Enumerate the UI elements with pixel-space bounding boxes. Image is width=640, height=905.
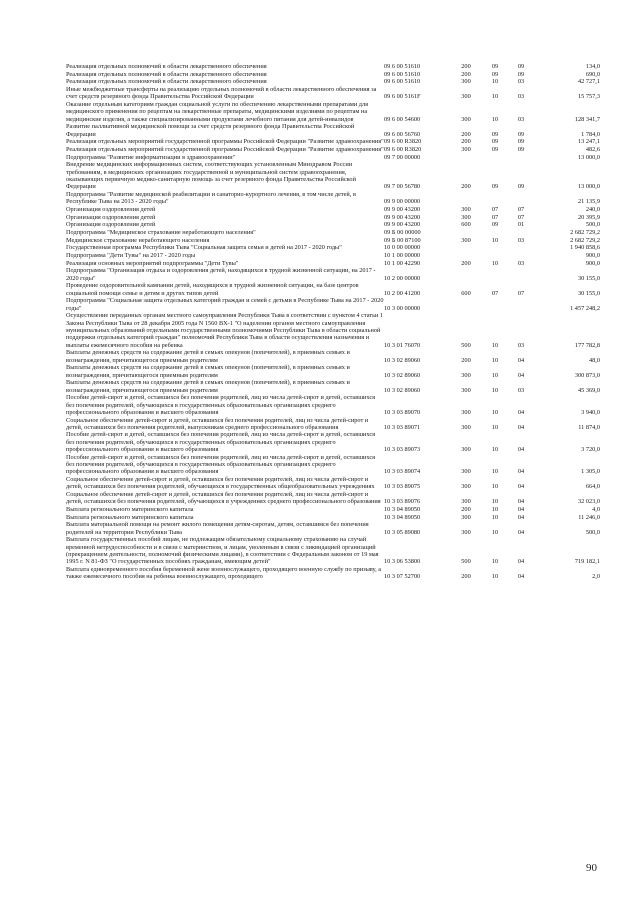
row-expense-type-cell: 300 — [461, 423, 471, 431]
row-expense-type-cell: 300 — [461, 115, 471, 123]
row-expense-type-cell: 300 — [461, 146, 471, 153]
row-sum-cell: 11 874,0 — [578, 423, 600, 431]
row-section-cell: 10 — [491, 386, 499, 394]
row-code-cell: 09 6 00 51610 — [384, 78, 421, 86]
row-expense-type-cell: 500 — [461, 341, 471, 349]
row-subsection-cell: 07 — [517, 213, 525, 221]
row-section-cell: 10 — [491, 356, 499, 364]
row-code-cell: 09 6 00 R3820 — [384, 138, 422, 146]
table-row — [66, 349, 600, 364]
row-name-cell: Организация оздоровления детей — [66, 213, 156, 221]
row-expense-type-cell: 300 — [461, 446, 471, 454]
row-expense-type-cell: 200 — [461, 183, 471, 191]
row-name-cell: Социальное обеспечение детей-сирот и детей, оставшихся без попечения родителей, лиц из числа детей-сирот и детей, оставшихся без попечения родителей, выпускникам среднего профессионального образования — [66, 416, 369, 431]
row-expense-type-cell: 300 — [461, 528, 471, 536]
table-row — [66, 491, 600, 506]
row-name-cell: Реализация отдельных мероприятий государственной программы Российской Федерации "Развитие здравоохранения" — [66, 146, 384, 153]
row-expense-type-cell: 200 — [461, 63, 471, 70]
row-code-cell: 10 3 00 00000 — [384, 304, 421, 312]
row-sum-cell: 3 940,0 — [581, 408, 600, 416]
row-code-cell: 10 3 06 53800 — [384, 558, 421, 566]
row-name-cell: Выплаты денежных средств на содержание детей в семьях опекунов (попечителей), в приемных семьях и вознаграждения, причитающегося приемным родителям — [66, 364, 350, 379]
row-name-cell: Медицинское страхование неработающего населения — [66, 236, 210, 244]
row-section-cell: 09 — [491, 146, 499, 153]
table-row — [66, 206, 600, 214]
row-section-cell: 09 — [491, 138, 499, 146]
row-code-cell: 10 1 00 42290 — [384, 259, 421, 267]
row-code-cell: 10 3 05 89080 — [384, 528, 421, 536]
table-row — [66, 161, 600, 191]
row-section-cell: 10 — [491, 259, 499, 267]
row-subsection-cell: 07 — [517, 205, 525, 213]
row-sum-cell: 45 369,0 — [577, 386, 600, 394]
table-row — [66, 237, 600, 245]
row-name-cell: Реализация отдельных мероприятий государственной программы Российской Федерации "Развитие здравоохранения" — [66, 138, 384, 146]
row-expense-type-cell — [450, 191, 482, 206]
row-subsection-cell: 03 — [517, 341, 525, 349]
table-row — [66, 146, 600, 154]
table-row — [66, 252, 600, 260]
row-code-cell: 10 3 03 89073 — [384, 446, 421, 454]
row-section-cell: 09 — [491, 183, 499, 191]
row-section-cell: 10 — [491, 506, 499, 514]
row-code-cell: 10 3 03 89075 — [384, 483, 421, 491]
table-row — [66, 63, 600, 71]
row-expense-type-cell: 300 — [461, 408, 471, 416]
row-sum-cell: 128 341,7 — [574, 115, 600, 123]
row-section-cell: 09 — [491, 221, 499, 229]
row-name-cell: Организация оздоровления детей — [66, 221, 156, 229]
row-name-cell: Выплаты денежных средств на содержание детей в семьях опекунов (попечителей), в приемных семьях и вознаграждения, причитающегося приемным родителям — [66, 349, 350, 364]
row-section-cell: 10 — [491, 408, 499, 416]
row-subsection-cell: 03 — [517, 78, 525, 86]
row-name-cell: Пособие детей-сирот и детей, оставшихся без попечения родителей, лиц из числа детей-сирот и детей, оставшихся без попечения родителей, обучающихся в государственных образовательных организациях среднего профессионального образования и высшего образования — [66, 431, 376, 454]
row-name-cell: Развитие паллиативной медицинской помощи за счет средств резервного фонда Правительства Российской Федерации — [66, 123, 355, 138]
table-row — [66, 454, 600, 476]
row-section-cell — [482, 191, 508, 206]
row-subsection-cell: 09 — [517, 130, 525, 138]
budget-table-body — [66, 63, 600, 581]
table-row — [66, 312, 600, 349]
row-subsection-cell: 07 — [517, 289, 525, 297]
row-section-cell: 07 — [491, 205, 499, 213]
row-name-cell: Проведение оздоровительной кампании детей, находящихся в трудной жизненной ситуации, на базе центров социальной помощи семье и детям и других типов детей — [66, 282, 359, 297]
table-row — [66, 138, 600, 146]
row-expense-type-cell: 500 — [461, 558, 471, 566]
row-sum-cell: 42 727,1 — [577, 78, 600, 86]
row-sum-cell: 300 873,0 — [574, 371, 600, 379]
row-expense-type-cell: 600 — [461, 221, 471, 229]
row-expense-type-cell: 200 — [461, 130, 471, 138]
row-subsection-cell: 04 — [517, 468, 525, 476]
row-subsection-cell: 04 — [517, 498, 525, 506]
table-row — [66, 379, 600, 394]
row-sum-cell: 2,0 — [592, 573, 600, 581]
row-sum-cell: 11 246,0 — [578, 513, 600, 521]
table-row — [66, 123, 600, 138]
row-expense-type-cell: 200 — [461, 573, 471, 581]
row-sum-cell: 1 940 858,6 — [570, 244, 600, 252]
row-expense-type-cell: 300 — [461, 513, 471, 521]
row-subsection-cell — [508, 191, 534, 206]
row-code-cell: 09 9 00 43200 — [384, 205, 421, 213]
row-code-cell: 09 6 00 54600 — [384, 115, 421, 123]
row-code-cell: 09 6 00 5161F — [384, 93, 421, 101]
row-expense-type-cell: 600 — [461, 289, 471, 297]
row-sum-cell: 500,0 — [585, 528, 600, 536]
row-sum-cell: 4,0 — [592, 506, 600, 514]
budget-table — [66, 63, 600, 581]
row-expense-type-cell: 300 — [461, 483, 471, 491]
row-sum-cell: 32 023,0 — [577, 498, 600, 506]
row-code-cell: 10 3 03 89074 — [384, 468, 421, 476]
row-expense-type-cell: 300 — [461, 93, 471, 101]
row-subsection-cell: 03 — [517, 115, 525, 123]
table-row — [66, 191, 600, 206]
table-row — [66, 566, 600, 581]
row-section-cell: 07 — [491, 289, 499, 297]
row-expense-type-cell: 200 — [461, 70, 471, 78]
row-subsection-cell: 04 — [517, 513, 525, 521]
row-expense-type-cell: 200 — [461, 138, 471, 146]
row-section-cell: 10 — [491, 423, 499, 431]
table-row — [66, 154, 600, 162]
page-number: 90 — [586, 862, 597, 874]
row-sum-cell: 30 155,0 — [577, 289, 600, 297]
row-sum-cell: 48,0 — [588, 356, 600, 364]
row-section-cell: 10 — [491, 93, 499, 101]
row-name-cell: Осуществление переданных органам местного самоуправления Республики Тыва в соответствии с пунктом 4 статьи 1 Закона Республики Тыва от 28 декабря 2005 года N 1560 ВХ-1 "О наделении органов местного самоуправления муниципальных образований отдельными государственными полномочиями Республики Тыва в области социальной поддержки отдельных категорий граждан" полномочий Республики Тыва в области осуществления назначения и выплаты ежемесячного пособия на ребенка — [66, 312, 384, 349]
row-code-cell: 09 7 00 56780 — [384, 183, 421, 191]
row-expense-type-cell: 300 — [461, 468, 471, 476]
row-expense-type-cell: 300 — [461, 205, 471, 213]
row-code-cell: 10 2 00 00000 — [384, 274, 421, 282]
table-row — [66, 214, 600, 222]
row-section-cell: 10 — [491, 371, 499, 379]
row-section-cell — [482, 267, 508, 282]
row-expense-type-cell — [450, 297, 482, 312]
row-code-cell: 10 3 01 76070 — [384, 341, 421, 349]
row-sum-cell: 900,0 — [585, 259, 600, 267]
row-name-cell: Иные межбюджетные трансферты на реализацию отдельных полномочий в области лекарственного обеспечения за счет средств резервного фонда Правительства Российской Федерации — [66, 86, 377, 101]
row-expense-type-cell: 300 — [461, 236, 471, 244]
row-name-cell: Выплата регионального материнского капитала — [66, 506, 194, 514]
row-subsection-cell — [508, 154, 534, 162]
row-code-cell: 10 2 00 41200 — [384, 289, 421, 297]
row-subsection-cell: 01 — [517, 221, 525, 229]
row-code-cell: 10 3 02 89060 — [384, 386, 421, 394]
row-sum-cell: 177 782,8 — [574, 341, 600, 349]
row-expense-type-cell — [450, 252, 482, 260]
table-row — [66, 521, 600, 536]
row-sum-cell: 900,0 — [585, 252, 600, 260]
row-section-cell: 10 — [491, 236, 499, 244]
row-code-cell: 09 6 00 51610 — [384, 70, 421, 78]
row-code-cell: 09 6 00 56760 — [384, 130, 421, 138]
table-row — [66, 229, 600, 237]
row-subsection-cell: 03 — [517, 93, 525, 101]
row-expense-type-cell: 300 — [461, 498, 471, 506]
row-code-cell: 10 3 03 89076 — [384, 498, 421, 506]
row-section-cell: 07 — [491, 213, 499, 221]
row-subsection-cell: 03 — [517, 236, 525, 244]
row-name-cell: Социальное обеспечение детей-сирот и детей, оставшихся без попечения родителей, лиц из числа детей-сирот и детей, оставшихся без попечения родителей, обучающихся в государственных общеобразовательных учреждениях — [66, 476, 375, 491]
row-sum-cell: 13 247,1 — [577, 138, 600, 146]
row-subsection-cell: 09 — [517, 183, 525, 191]
row-code-cell: 10 3 04 89050 — [384, 506, 421, 514]
table-row — [66, 267, 600, 282]
row-section-cell: 10 — [491, 78, 499, 86]
table-row — [66, 364, 600, 379]
row-section-cell — [482, 229, 508, 237]
row-name-cell: Реализация основных мероприятий подпрограммы "Дети Тувы" — [66, 259, 239, 267]
row-subsection-cell: 04 — [517, 423, 525, 431]
table-row — [66, 221, 600, 229]
row-code-cell: 10 3 03 89070 — [384, 408, 421, 416]
row-section-cell: 10 — [491, 573, 499, 581]
row-subsection-cell: 04 — [517, 558, 525, 566]
row-expense-type-cell: 300 — [461, 78, 471, 86]
row-expense-type-cell: 300 — [461, 371, 471, 379]
row-sum-cell: 482,6 — [585, 146, 600, 153]
table-row — [66, 101, 600, 123]
row-name-cell: Подпрограмма "Социальная защита отдельных категорий граждан и семей с детьми в Республике Тыва на 2017 - 2020 годы" — [66, 297, 384, 312]
row-sum-cell: 664,0 — [585, 483, 600, 491]
row-name-cell: Пособие детей-сирот и детей, оставшихся без попечения родителей, лиц из числа детей-сирот и детей, оставшихся без попечения родителей, обучающихся в государственных образовательных организациях среднего профессионального образования и высшего образования — [66, 394, 376, 416]
row-expense-type-cell — [450, 229, 482, 237]
table-row — [66, 514, 600, 522]
row-expense-type-cell: 300 — [461, 386, 471, 394]
table-row — [66, 260, 600, 268]
row-name-cell: Выплата регионального материнского капитала — [66, 513, 194, 521]
table-row — [66, 536, 600, 566]
row-expense-type-cell — [450, 267, 482, 282]
row-name-cell: Оказание отдельным категориям граждан социальной услуги по обеспечению лекарственными препаратами для медицинского применения по рецептам на лекарственные препараты, медицинскими изделиями по рецептам на медицинские изделия, а также специализированными продуктами лечебного питания для детей-инвалидов — [66, 101, 369, 123]
row-section-cell: 09 — [491, 130, 499, 138]
row-sum-cell: 13 000,0 — [577, 183, 600, 191]
row-name-cell: Подпрограмма "Развитие медицинской реабилитации и санаторно-курортного лечения, в том числе детей, в Республике Тыва на 2013 - 2020 годы" — [66, 190, 356, 206]
table-row — [66, 86, 600, 101]
row-sum-cell: 15 757,3 — [577, 93, 600, 101]
row-code-cell: 09 9 00 43200 — [384, 213, 421, 221]
table-row — [66, 297, 600, 312]
row-name-cell: Организация оздоровления детей — [66, 205, 156, 213]
row-section-cell: 10 — [491, 446, 499, 454]
row-section-cell — [482, 244, 508, 252]
row-expense-type-cell: 200 — [461, 356, 471, 364]
row-subsection-cell: 04 — [517, 446, 525, 454]
row-section-cell: 10 — [491, 558, 499, 566]
row-code-cell: 10 3 07 52700 — [384, 573, 421, 581]
row-subsection-cell — [508, 229, 534, 237]
row-subsection-cell: 04 — [517, 483, 525, 491]
row-sum-cell: 30 155,0 — [577, 274, 600, 282]
row-section-cell: 09 — [491, 70, 499, 78]
table-row — [66, 244, 600, 252]
row-subsection-cell: 04 — [517, 356, 525, 364]
row-name-cell: Подпрограмма "Медицинское страхование неработающего населения" — [66, 229, 256, 236]
row-subsection-cell: 09 — [517, 63, 525, 70]
row-expense-type-cell — [450, 244, 482, 252]
row-sum-cell: 2 682 729,2 — [570, 229, 600, 236]
row-sum-cell: 1 305,0 — [581, 468, 600, 476]
row-sum-cell: 690,0 — [585, 70, 600, 78]
row-name-cell: Пособие детей-сирот и детей, оставшихся без попечения родителей, лиц из числа детей-сирот и детей, оставшихся без попечения родителей, обучающихся в государственных образовательных организациях среднего профессионального образования и высшего образования — [66, 453, 376, 476]
row-code-cell: 09 Б 00 87100 — [384, 236, 421, 244]
row-code-cell: 09 Б 00 00000 — [384, 229, 421, 236]
row-code-cell: 10 1 00 00000 — [384, 252, 421, 260]
row-expense-type-cell: 200 — [461, 506, 471, 514]
row-name-cell: Подпрограмма "Дети Тувы" на 2017 - 2020 годы — [66, 252, 196, 260]
row-subsection-cell: 09 — [517, 138, 525, 146]
row-name-cell: Подпрограмма "Организация отдыха и оздоровления детей, находящихся в трудной жизненной ситуации, на 2017 - 2020 годы" — [66, 267, 376, 282]
row-sum-cell: 21 135,9 — [577, 198, 600, 206]
row-subsection-cell: 04 — [517, 528, 525, 536]
row-code-cell: 09 7 00 00000 — [384, 153, 421, 161]
row-section-cell: 10 — [491, 115, 499, 123]
table-row — [66, 78, 600, 86]
row-section-cell: 10 — [491, 513, 499, 521]
row-section-cell: 09 — [491, 63, 499, 70]
table-row — [66, 431, 600, 453]
row-sum-cell: 2 682 729,2 — [570, 236, 600, 244]
row-expense-type-cell: 300 — [461, 213, 471, 221]
row-expense-type-cell — [450, 154, 482, 162]
row-sum-cell: 1 457 248,2 — [570, 304, 600, 312]
row-name-cell: Реализация отдельных полномочий в области лекарственного обеспечения — [66, 78, 267, 86]
row-sum-cell: 240,0 — [585, 205, 600, 213]
row-code-cell: 09 9 00 00000 — [384, 198, 421, 206]
row-subsection-cell: 04 — [517, 371, 525, 379]
row-name-cell: Реализация отдельных полномочий в области лекарственного обеспечения — [66, 63, 267, 70]
row-sum-cell: 13 000,0 — [577, 153, 600, 161]
row-section-cell — [482, 252, 508, 260]
row-subsection-cell: 03 — [517, 259, 525, 267]
row-subsection-cell: 04 — [517, 408, 525, 416]
row-sum-cell: 20 395,9 — [577, 213, 600, 221]
table-row — [66, 394, 600, 416]
table-row — [66, 506, 600, 514]
row-subsection-cell: 04 — [517, 506, 525, 514]
row-name-cell: Выплаты денежных средств на содержание детей в семьях опекунов (попечителей), в приемных семьях и вознаграждения, причитающегося приемным родителям — [66, 379, 350, 394]
row-code-cell: 10 3 02 89060 — [384, 356, 421, 364]
row-code-cell: 09 9 00 43200 — [384, 221, 421, 229]
row-sum-cell: 1 784,0 — [581, 130, 600, 138]
row-section-cell: 10 — [491, 498, 499, 506]
row-code-cell: 09 6 00 R3820 — [384, 146, 422, 153]
row-expense-type-cell: 200 — [461, 259, 471, 267]
row-subsection-cell: 03 — [517, 386, 525, 394]
row-name-cell: Реализация отдельных полномочий в области лекарственного обеспечения — [66, 70, 267, 78]
row-name-cell: Выплата государственных пособий лицам, не подлежащим обязательному социальному страхованию на случай временной нетрудоспособности и в связи с материнством, и лицам, уволенным в связи с ликвидацией организаций (прекращением деятельности, полномочий физическими лицами), в соответствии с Федеральным законом от 19 мая 1995 г. N 81-ФЗ "О государственных пособиях гражданам, имеющим детей" — [66, 536, 379, 566]
row-subsection-cell — [508, 267, 534, 282]
row-name-cell: Выплата материальной помощи на ремонт жилого помещения детям-сиротам, детям, оставшимся без попечения родителей на территории Республики Тыва — [66, 521, 369, 536]
table-row — [66, 417, 600, 432]
row-code-cell: 10 0 00 00000 — [384, 244, 421, 252]
row-name-cell: Выплата единовременного пособия беременной жене военнослужащего, проходящего военную службу по призыву, а также ежемесячного пособия на ребенка военнослужащего, проходящего — [66, 565, 382, 581]
row-section-cell — [482, 154, 508, 162]
row-name-cell: Подпрограмма "Развитие информатизации в здравоохранении" — [66, 153, 236, 161]
row-section-cell: 10 — [491, 468, 499, 476]
row-section-cell: 10 — [491, 483, 499, 491]
row-subsection-cell — [508, 297, 534, 312]
row-name-cell: Социальное обеспечение детей-сирот и детей, оставшихся без попечения родителей, лиц из числа детей-сирот и детей, оставшихся без попечения родителей, обучающихся в учреждениях среднего профессионального образования — [66, 491, 381, 506]
row-code-cell: 10 3 03 89071 — [384, 423, 421, 431]
row-sum-cell: 500,0 — [585, 221, 600, 229]
row-section-cell: 10 — [491, 341, 499, 349]
row-name-cell: Государственная программа Республики Тыва "Социальная защита семьи и детей на 2017 - 2020 годы" — [66, 244, 342, 252]
row-code-cell: 10 3 04 89050 — [384, 513, 421, 521]
row-name-cell: Внедрение медицинских информационных систем, соответствующих установленным Минздравом России требованиям, в медицинских организациях государственной и муниципальной систем здравоохранения, оказывающих первичную медико-санитарную помощь за счет резервного фонда Правительства Российской Федерации — [66, 161, 356, 191]
row-sum-cell: 3 720,0 — [581, 446, 600, 454]
row-subsection-cell — [508, 244, 534, 252]
row-subsection-cell — [508, 252, 534, 260]
row-section-cell: 10 — [491, 528, 499, 536]
table-row — [66, 476, 600, 491]
row-section-cell — [482, 297, 508, 312]
row-code-cell: 09 6 00 51610 — [384, 63, 421, 70]
row-code-cell: 10 3 02 89060 — [384, 371, 421, 379]
row-subsection-cell: 09 — [517, 70, 525, 78]
row-subsection-cell: 04 — [517, 573, 525, 581]
row-sum-cell: 134,0 — [585, 63, 600, 70]
table-row — [66, 71, 600, 79]
row-subsection-cell: 09 — [517, 146, 525, 153]
row-sum-cell: 719 182,1 — [574, 558, 600, 566]
table-row — [66, 282, 600, 297]
